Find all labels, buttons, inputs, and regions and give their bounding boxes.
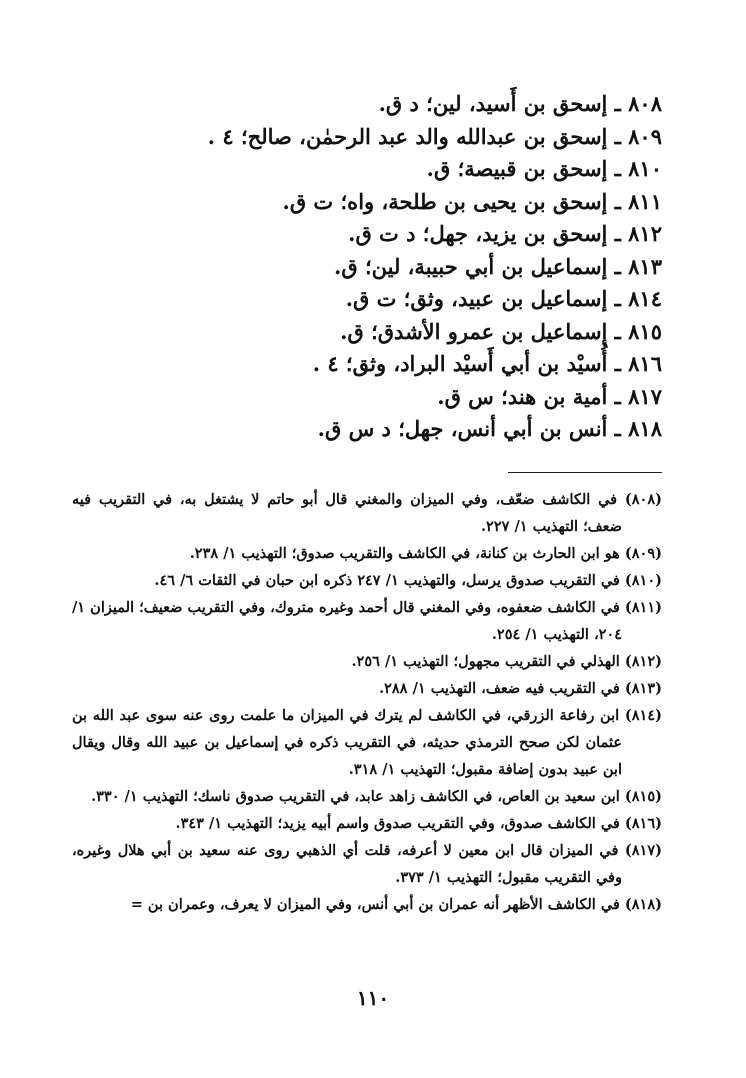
entry-813: ٨١٣ ـ إسماعيل بن أبي حبيبة، لين؛ ق. <box>334 253 662 279</box>
footnote-810: (٨١٠) في التقريب صدوق يرسل، والتهذيب ١/ ٢٤٧ ذكره ابن حبان في الثقات ٦/ ٤٦. <box>154 572 662 589</box>
entry-817: ٨١٧ ـ أمية بن هند؛ س ق. <box>437 383 662 409</box>
footnote-814: (٨١٤) ابن رفاعة الزرقي، في الكاشف لم يترك في الميزان ما علمت روى عنه سوى عبد الله بن عثمان لكن صحح الترمذي حديثه، في التقريب ذكره في إسماعيل بن عبيد الله وقال ويقال ابن عبيد بدون إضافة مقبول؛ التهذيب ١/ ٣١٨. <box>72 707 662 778</box>
entry-808: ٨٠٨ ـ إسحق بن أَسيد، لين؛ د ق. <box>378 91 662 116</box>
entry-814: ٨١٤ ـ إسماعيل بن عبيد، وثق؛ ت ق. <box>345 286 662 311</box>
entry-818: ٨١٨ ـ أنس بن أبي أنس، جهل؛ د س ق. <box>317 416 662 441</box>
footnotes <box>72 486 662 918</box>
footnote-818: (٨١٨) في الكاشف الأظهر أنه عمران بن أبي أنس، وفي الميزان لا يعرف، وعمران بن = <box>130 896 662 913</box>
footnote-809: (٨٠٩) هو ابن الحارث بن كنانة، في الكاشف والتقريب صدوق؛ التهذيب ١/ ٢٣٨. <box>189 545 662 562</box>
entry-815: ٨١٥ ـ إسماعيل بن عمرو الأشدق؛ ق. <box>340 318 662 344</box>
footnote-separator <box>508 472 662 473</box>
footnote-811: (٨١١) في الكاشف ضعفوه، وفي المغني قال أحمد وغيره متروك، وفي التقريب ضعيف؛ الميزان ١/ ٢٠٤، التهذيب ١/ ٢٥٤. <box>72 599 662 643</box>
footnote-812: (٨١٢) الهذلي في التقريب مجهول؛ التهذيب ١/ ٢٥٦. <box>351 653 662 670</box>
entry-811: ٨١١ ـ إسحق بن يحيى بن طلحة، واه؛ ت ق. <box>282 188 662 214</box>
entry-809: ٨٠٩ ـ إسحق بن عبدالله والد عبد الرحمٰن، صالح؛ ٤ . <box>207 123 662 149</box>
page-number: ١١٠ <box>356 986 390 1010</box>
narrator-entries <box>82 88 662 446</box>
footnote-808: (٨٠٨) في الكاشف ضعّف، وفي الميزان والمغني قال أبو حاتم لا يشتغل به، في التقريب فيه ضعف؛ التهذيب ١/ ٢٢٧. <box>72 491 662 535</box>
footnote-816: (٨١٦) في الكاشف صدوق، وفي التقريب صدوق واسم أبيه يزيد؛ التهذيب ١/ ٣٤٣. <box>175 815 662 832</box>
entry-812: ٨١٢ ـ إسحق بن يزيد، جهل؛ د ت ق. <box>348 221 662 246</box>
entry-816: ٨١٦ ـ أُسيْد بن أبي أَسيْد البراد، وثق؛ ٤ . <box>312 351 662 376</box>
entry-810: ٨١٠ ـ إسحق بن قبيصة؛ ق. <box>426 156 662 181</box>
footnote-817: (٨١٧) في الميزان قال ابن معين لا أعرفه، قلت أي الذهبي روى عنه سعيد بن أبي هلال وغيره، وفي التقريب مقبول؛ التهذيب ١/ ٣٧٣. <box>72 842 662 886</box>
footnote-813: (٨١٣) في التقريب فيه ضعف، التهذيب ١/ ٢٨٨. <box>379 680 662 697</box>
footnote-815: (٨١٥) ابن سعيد بن العاص، في الكاشف زاهد عابد، في التقريب صدوق ناسك؛ التهذيب ١/ ٣٣٠. <box>91 788 662 805</box>
